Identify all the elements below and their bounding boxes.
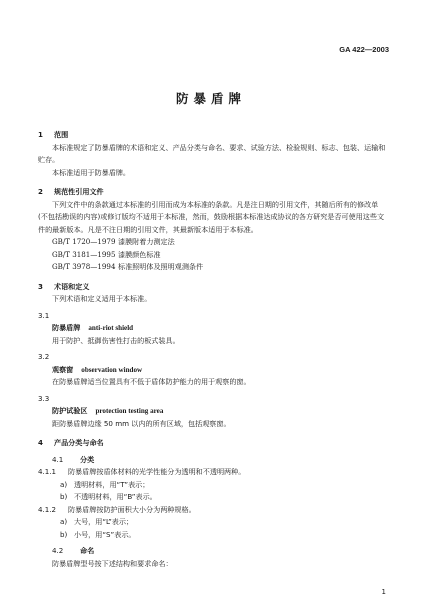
document-body (38, 122, 388, 570)
list-text: 小号，用“S”表示。 (74, 529, 136, 539)
list-item (38, 516, 388, 529)
section-number: 1 (38, 130, 43, 139)
section-1-heading (38, 129, 388, 142)
list-marker: b) (60, 492, 68, 501)
clause-4-1-1 (38, 466, 388, 479)
clause-number: 4.1.1 (38, 467, 57, 476)
clause-text: 防暴盾牌按防护面积大小分为两种规格。 (68, 504, 196, 514)
subsection-number: 4.1 (52, 454, 64, 464)
reference-code: GB/T 3978—1994 (52, 262, 116, 271)
term-definition: 距防暴盾牌边缘 50 mm 以内的所有区域，包括观察窗。 (52, 418, 231, 428)
list-marker: a) (60, 517, 68, 526)
paragraph: 防暴盾牌型号按下述结构和要求命名： (52, 558, 173, 568)
term-definition: 用于防护、抵御伤害性打击的板式装具。 (52, 335, 180, 345)
subsection-4-1 (38, 454, 388, 467)
term (38, 405, 388, 418)
section-number: 2 (38, 187, 43, 196)
list-item (38, 529, 388, 542)
term-number: 3.3 (38, 393, 50, 403)
subsection-number: 4.2 (52, 546, 64, 555)
section-title: 术语和定义 (54, 281, 90, 291)
section-number: 4 (38, 438, 43, 447)
section-number: 3 (38, 281, 43, 291)
term (38, 322, 388, 335)
reference-item (38, 249, 388, 262)
document-title: 防暴盾牌 (175, 91, 246, 106)
clause-4-1-2 (38, 504, 388, 517)
section-title: 范围 (54, 130, 69, 139)
list-item (38, 491, 388, 504)
paragraph: 本标准适用于防暴盾牌。 (52, 167, 131, 177)
reference-code: GB/T 3181—1995 (52, 249, 116, 259)
term-number: 3.1 (38, 310, 50, 320)
paragraph: 本标准规定了防暴盾牌的术语和定义、产品分类与命名、要求、试验方法、检验规则、标志、包装、运输和贮存。 (38, 142, 386, 164)
subsection-title: 分类 (80, 454, 95, 464)
section-2-heading (38, 186, 388, 199)
paragraph: 下列文件中的条款通过本标准的引用而成为本标准的条款。凡是注日期的引用文件，其随后所有的修改单(不包括勘误的内容)或修订版均不适用于本标准，然而，鼓励根据本标准达成协议的各方研究是否可使用这些文件的最新版本。凡是不注日期的引用文件，其最新版本适用于本标准。 (38, 199, 385, 234)
term-cn: 观察窗 (52, 364, 74, 374)
reference-item (38, 261, 388, 274)
term-number: 3.2 (38, 352, 50, 361)
page-number: 1 (381, 588, 386, 596)
reference-name: 标准照明体及照明观测条件 (118, 262, 204, 271)
list-item (38, 479, 388, 492)
subsection-title: 命名 (80, 546, 95, 555)
term-cn: 防暴盾牌 (52, 323, 81, 332)
standard-code: GA 422—2003 (339, 45, 389, 54)
term (38, 364, 388, 377)
term-en: anti-riot shield (88, 324, 134, 332)
section-4-heading (38, 437, 388, 450)
term-en: observation window (81, 365, 143, 374)
clause-text: 防暴盾牌按盾体材料的光学性能分为透明和不透明两种。 (68, 467, 246, 476)
list-marker: a) (60, 479, 68, 489)
section-3-heading (38, 281, 388, 294)
section-title: 产品分类与命名 (54, 438, 104, 447)
list-text: 大号，用“L”表示； (74, 517, 134, 526)
term-cn: 防护试验区 (52, 406, 88, 415)
subsection-4-2 (38, 545, 388, 558)
list-marker: b) (60, 529, 68, 539)
reference-item (38, 236, 388, 249)
list-text: 透明材料，用“T”表示； (74, 479, 150, 489)
reference-name: 漆膜附着力测定法 (118, 237, 175, 246)
reference-code: GB/T 1720—1979 (52, 237, 116, 246)
clause-number: 4.1.2 (38, 504, 57, 514)
term-definition: 在防暴盾牌适当位置具有不低于盾体防护能力的用于观察的窗。 (52, 377, 251, 386)
paragraph: 下列术语和定义适用于本标准。 (52, 294, 152, 303)
list-text: 不透明材料，用“B”表示。 (74, 492, 157, 501)
section-title: 规范性引用文件 (54, 187, 104, 196)
reference-name: 漆膜颜色标准 (118, 249, 161, 259)
term-en: protection testing area (95, 407, 164, 415)
